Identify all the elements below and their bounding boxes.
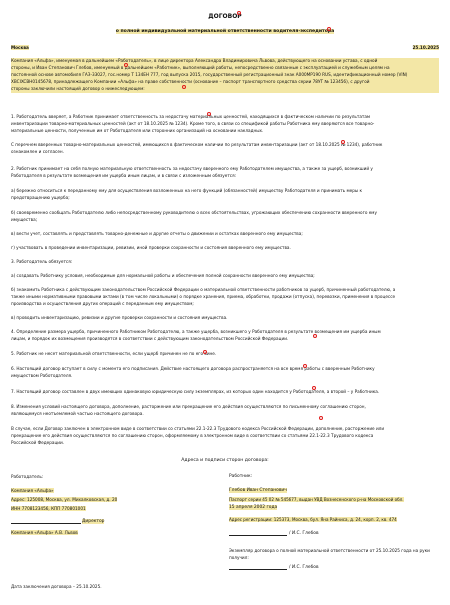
intro-line: стороны заключили настоящий договор о нижеследующем: — [11, 86, 439, 93]
clause-2-line: 2. Работник принимает на себя полную материальную ответственность за недостачу вверенного ему Работодателем имущества, а также за ущерб, возникший у — [11, 166, 373, 171]
employer-address: Адрес: 125008, Москва, ул. Михалковская, д. 20 — [11, 497, 118, 502]
clause-3c-line: в) проводить инвентаризацию, ревизии и другие проверки сохранности и состояния имущества. — [11, 315, 228, 320]
employer-heading: Работодатель: — [11, 474, 44, 479]
annotation-mark — [319, 416, 323, 420]
clause-2b-line: имущества; — [11, 217, 38, 222]
clause-8-line: 8. Изменения условий настоящего договора, дополнение, расторжение или прекращение его действия осуществляются по письменному соглашению сторон, — [11, 404, 366, 409]
clause-3-line: 3. Работодатель обязуется: — [11, 259, 73, 264]
annotation-mark — [327, 27, 331, 31]
clause-2b-line: б) своевременно сообщать Работодателю либо непосредственному руководителю о всех обстоятельствах, угрожающих обеспечению сохранности вверенного ему — [11, 210, 377, 215]
clause-4-line: лицам, и порядок их возмещения производятся в соответствии с действующим законодательством Российской Федерации. — [11, 336, 289, 341]
clause-7-line: 7. Настоящий договор составлен в двух имеющих одинаковую юридическую силу экземплярах, из которых один находится у Работодателя, а второй – у Работника. — [11, 389, 380, 394]
conclusion-date: Дата заключения договора – 25.10.2025. — [11, 584, 102, 589]
intro-line: Компания «Альфа», именуемая в дальнейшем «Работодатель», в лице директора Александра Владимировича Львова, действующего на основании устава, с одной — [11, 58, 439, 65]
clause-6-line: имуществом Работодателя. — [11, 373, 73, 378]
document-title: ДОГОВОР — [208, 13, 242, 20]
annotation-mark — [341, 140, 345, 144]
intro-line: постоянной основе автомобиля ГАЗ-33027, гос.номер Т 134ЕН 777, год выпуска 2015, государственный регистрационный знак А000МР190 RUS, идентификационный номер (VIN) — [11, 72, 439, 79]
annotation-mark — [312, 386, 316, 390]
document-subtitle: о полной индивидуальной материальной ответственности водителя-экспедитора — [115, 29, 335, 34]
annotation-mark — [207, 112, 211, 116]
employee-copy-note: Экземпляр договора о полной материальной ответственности от 25.10.2025 года на руки получил: — [229, 548, 430, 560]
employee-signature-line — [229, 535, 287, 536]
employee-registration: Адрес регистрации: 125373, Москва, бул. Яна Райниса, д. 24, корп. 2, кв. 474 — [229, 517, 397, 522]
clause-5-line: 5. Работник не несет материальной ответственности, если ущерб причинен не по его вине. — [11, 351, 217, 356]
clause-1-line: инвентаризации товарно-материальных ценностей (акт от 18.10.2025 № 1234). Кроме того, в связи со спецификой работы Работника ему вверяются все товарно- — [11, 121, 375, 126]
intro-line: стороны, и Иван Степанович Глебов, именуемый в дальнейшем «Работник», выполняющий работы, непосредственно связанные с эксплуатацией и служебным целям на — [11, 65, 439, 72]
clause-2d-line: г) участвовать в проведении инвентаризации, ревизии, иной проверки сохранности и состояния вверенного ему имущества. — [11, 245, 291, 250]
clause-4-line: 4. Определение размера ущерба, причиненного Работником Работодателю, а также ущерба, возникшего у Работодателя в результате возмещения им ущерба иным — [11, 329, 381, 334]
employee-heading: Работник: — [229, 474, 253, 479]
annotation-mark — [182, 85, 186, 89]
employee-sign-suffix: / И.С. Глебов — [289, 531, 319, 536]
employee-copy-sign: / И.С. Глебов — [289, 565, 319, 570]
clause-3a-line: а) создавать Работнику условия, необходимые для нормальной работы и обеспечения полной сохранности вверенного ему имущества; — [11, 273, 315, 278]
employee-name: Глебов Иван Степанович — [229, 488, 287, 493]
clause-2-line: Работодателя в результате возмещения им ущерба иным лицам, и в связи с изложенным обязуется: — [11, 173, 237, 178]
employer-signature: Компания «Альфа» А.В. Львов — [11, 530, 78, 535]
employer-sign-suffix: Директор — [82, 519, 105, 524]
clause-9-line: Российской Федерации. — [11, 440, 65, 445]
clause-9-line: В случае, если Договор заключен в электронном виде в соответствии со статьями 22.1-22.3 Трудового кодекса Российской Федерации, дополнение, расторжение или — [11, 426, 385, 431]
clause-1-line: 1. Работодатель вверяет, а Работник принимает ответственность за недостачу материальных ценностей, находящихся в фактическом наличии по результатам — [11, 114, 371, 119]
clause-3b-line: также иными нормативными правовыми актами (в том числе локальными) о порядке хранения, приема, обработки, продажи (отпуска), перевозки, применения в процессе — [11, 294, 396, 299]
employee-copy-signature-line — [229, 569, 287, 570]
annotation-mark — [313, 334, 317, 338]
clause-6-line: 6. Настоящий договор вступает в силу с момента его подписания. Действие настоящего договора распространяется на все время работы с вверенным Работнику — [11, 366, 375, 371]
clause-3b-line: производства и осуществления других операций с переданным ему имуществом; — [11, 301, 194, 306]
clause-8-line: являющемуся неотъемлемой частью настоящего договора. — [11, 411, 144, 416]
employer-name: Компания «Альфа» — [11, 488, 54, 493]
clause-3b-line: б) знакомить Работника с действующим законодательством Российской Федерации о материальной ответственности работников за ущерб, причиненный работодателю, а — [11, 287, 396, 292]
annotation-mark — [237, 11, 241, 15]
clause-1b-line: ознакомлен и согласен. — [11, 149, 64, 154]
document-date: 25.10.2025 — [412, 45, 439, 50]
annotation-mark — [203, 350, 207, 354]
employee-passport: Паспорт серии 45 02 № 545677, выдан УВД Вознесенского р-на Московской обл. — [229, 497, 404, 502]
clause-1-line: материальные ценности, полученные им от Работодателя или сторонних организаций на основании накладных. — [11, 128, 264, 133]
city: Москва — [11, 45, 29, 50]
intro-line: XBCIXCBH0145678, принадлежащего Компании «Альфа» на праве собственности (основание – паспорт транспортного средства серии 78УТ № 123456), с другой — [11, 79, 439, 86]
clause-1b-line: С перечнем вверенных товарно-материальных ценностей, имеющихся в фактическом наличии по результатам инвентаризации (акт от 18.10.2025 № 1234), работник — [11, 142, 383, 147]
clause-9-line: прекращение его действия осуществляются по соглашению сторон, оформляемому в электронном виде в соответствии со статьями 22.1-22.3 Трудового кодекса — [11, 433, 374, 438]
employer-signature-line — [11, 523, 81, 524]
employee-passport-date: 15 апреля 2002 года — [229, 505, 278, 510]
clause-2c-line: в) вести учет, составлять и представлять товарно-денежные и другие отчеты о движении и остатках вверенного ему имущества; — [11, 231, 303, 236]
clause-2a-line: предотвращению ущерба; — [11, 195, 70, 200]
employer-inn: ИНН 7708123456, КПП 770801001 — [11, 506, 86, 511]
clause-2a-line: а) бережно относиться к переданному ему для осуществления возложенных на него функций (обязанностей) имуществу Работодателя и принимать меры к — [11, 188, 363, 193]
annotation-mark — [124, 63, 128, 67]
addresses-heading: Адреса и подписи сторон договора: — [181, 458, 269, 463]
annotation-mark — [303, 364, 307, 368]
